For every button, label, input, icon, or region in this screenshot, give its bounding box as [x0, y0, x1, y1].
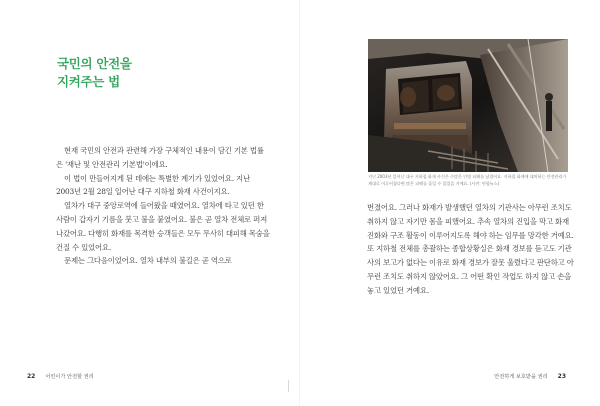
paragraph: 번졌어요. 그러나 화재가 발생했던 열차의 기관사는 아무런 조치도 취하지 않고 자기만 몸을 피했어요. 추속 열차의 진입을 막고 화재 진화와 구조 활동이 이루어지도록 해야 하는 임무를 망각한 거예요. 또 지하철 전체를 총괄하는 종합상황실은 화재 경보를 듣고도 기관사의 보고가 없다는 이유로 화재 경보가 잘못 울렸다고 판단하고 아무런 조치도 취하지 않았어요. 그 어떤 확인 작업도 하지 않고 손을 놓고 있었던 거예요. [367, 203, 574, 295]
running-head: 어린이가 안전할 권리 [45, 374, 94, 380]
paragraph: 현재 국민의 안전과 관련해 가장 구체적인 내용이 담긴 기본 법률은 '재난 및 안전관리 기본법'이에요. [56, 146, 264, 169]
binding-mark [288, 380, 289, 392]
paragraph: 이 법이 만들어지게 된 데에는 특별한 계기가 있었어요. 지난 2003년 2월 28일 일어난 대구 지하철 화재 사건이지요. [56, 173, 250, 197]
section-title-line-2: 지켜주는 법 [57, 74, 120, 89]
paragraph: 열차가 대구 중앙로역에 들어왔을 때였어요. 열차에 타고 있던 한 사람이 갑자기 기름을 붓고 불을 붙였어요. 불은 곧 열차 전체로 퍼져나갔어요. 다행히 화재를 목격한 승객들은 모두 무사히 대피해 목숨을 건질 수 있었어요. [56, 201, 270, 252]
paragraph: 문제는 그다음이었어요. 열차 내부의 불길은 곧 역으로 [64, 256, 232, 266]
page-number: 23 [557, 373, 566, 380]
right-footer [494, 373, 566, 380]
burned-subway-car-photo [368, 39, 568, 172]
page-number: 22 [27, 373, 36, 380]
right-page [300, 0, 600, 406]
left-body-text [56, 144, 270, 268]
running-head: 안전하게 보호받을 권리 [494, 374, 548, 380]
section-title [57, 55, 132, 91]
section-title-line-1: 국민의 안전을 [57, 56, 132, 71]
right-body-text [367, 201, 575, 298]
left-footer [27, 373, 94, 380]
photo-caption: 지난 2003년 일어난 대구 지하철 화재 사건은 수많은 인명 피해를 남겼어요. 지하철 화재에 대처하는 안전관리가 제대로 이루어졌다면 많은 피해를 줄일 수 있었을 거예요. (사진: 연합뉴스) [368, 174, 567, 186]
